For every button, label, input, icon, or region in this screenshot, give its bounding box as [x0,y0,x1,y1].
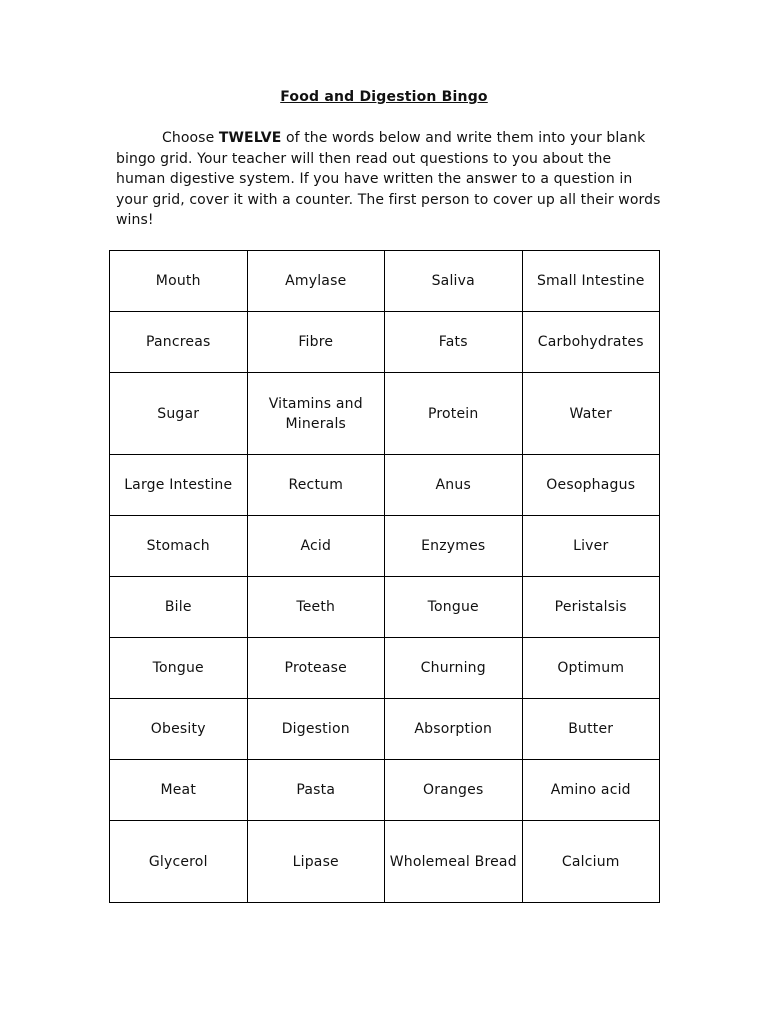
grid-cell: Fats [385,312,523,373]
grid-cell: Tongue [385,577,523,638]
grid-row [110,577,660,638]
grid-cell: Peristalsis [522,577,660,638]
instructions-body: of the words below and write them into your blank bingo grid. Your teacher will then read out questions to you about the human digestive system. If you have written the answer to a question in your grid, cover it with a counter. The first person to cover up all their words wins! [116,130,661,229]
grid-row [110,516,660,577]
page-title: Food and Digestion Bingo [280,89,488,105]
grid-row [110,821,660,903]
grid-cell: Anus [385,455,523,516]
grid-row [110,760,660,821]
grid-cell: Rectum [247,455,385,516]
grid-cell: Oranges [385,760,523,821]
grid-cell: Amylase [247,251,385,312]
grid-cell: Oesophagus [522,455,660,516]
grid-cell: Calcium [522,821,660,903]
grid-cell: Bile [110,577,248,638]
grid-cell: Lipase [247,821,385,903]
grid-cell: Pancreas [110,312,248,373]
grid-cell: Large Intestine [110,455,248,516]
grid-row [110,638,660,699]
grid-cell: Protease [247,638,385,699]
grid-row [110,699,660,760]
grid-cell: Pasta [247,760,385,821]
grid-cell: Protein [385,373,523,455]
grid-cell: Stomach [110,516,248,577]
grid-cell: Liver [522,516,660,577]
grid-cell: Glycerol [110,821,248,903]
grid-cell: Tongue [110,638,248,699]
grid-cell: Absorption [385,699,523,760]
grid-cell: Optimum [522,638,660,699]
grid-row [110,373,660,455]
grid-cell: Teeth [247,577,385,638]
grid-cell: Meat [110,760,248,821]
grid-cell: Churning [385,638,523,699]
bingo-word-grid [109,250,660,903]
grid-cell: Enzymes [385,516,523,577]
grid-cell: Mouth [110,251,248,312]
grid-cell: Obesity [110,699,248,760]
grid-row [110,312,660,373]
grid-cell: Sugar [110,373,248,455]
grid-cell: Acid [247,516,385,577]
grid-cell: Amino acid [522,760,660,821]
instructions-paragraph [116,128,664,231]
grid-row [110,455,660,516]
grid-row [110,251,660,312]
instructions-emphasis: TWELVE [218,130,282,146]
grid-cell: Fibre [247,312,385,373]
grid-cell: Water [522,373,660,455]
grid-cell: Small Intestine [522,251,660,312]
grid-cell: Vitamins and Minerals [247,373,385,455]
grid-cell: Saliva [385,251,523,312]
grid-cell: Wholemeal Bread [385,821,523,903]
instructions-lead: Choose [162,130,219,146]
grid-cell: Digestion [247,699,385,760]
grid-cell: Carbohydrates [522,312,660,373]
grid-cell: Butter [522,699,660,760]
